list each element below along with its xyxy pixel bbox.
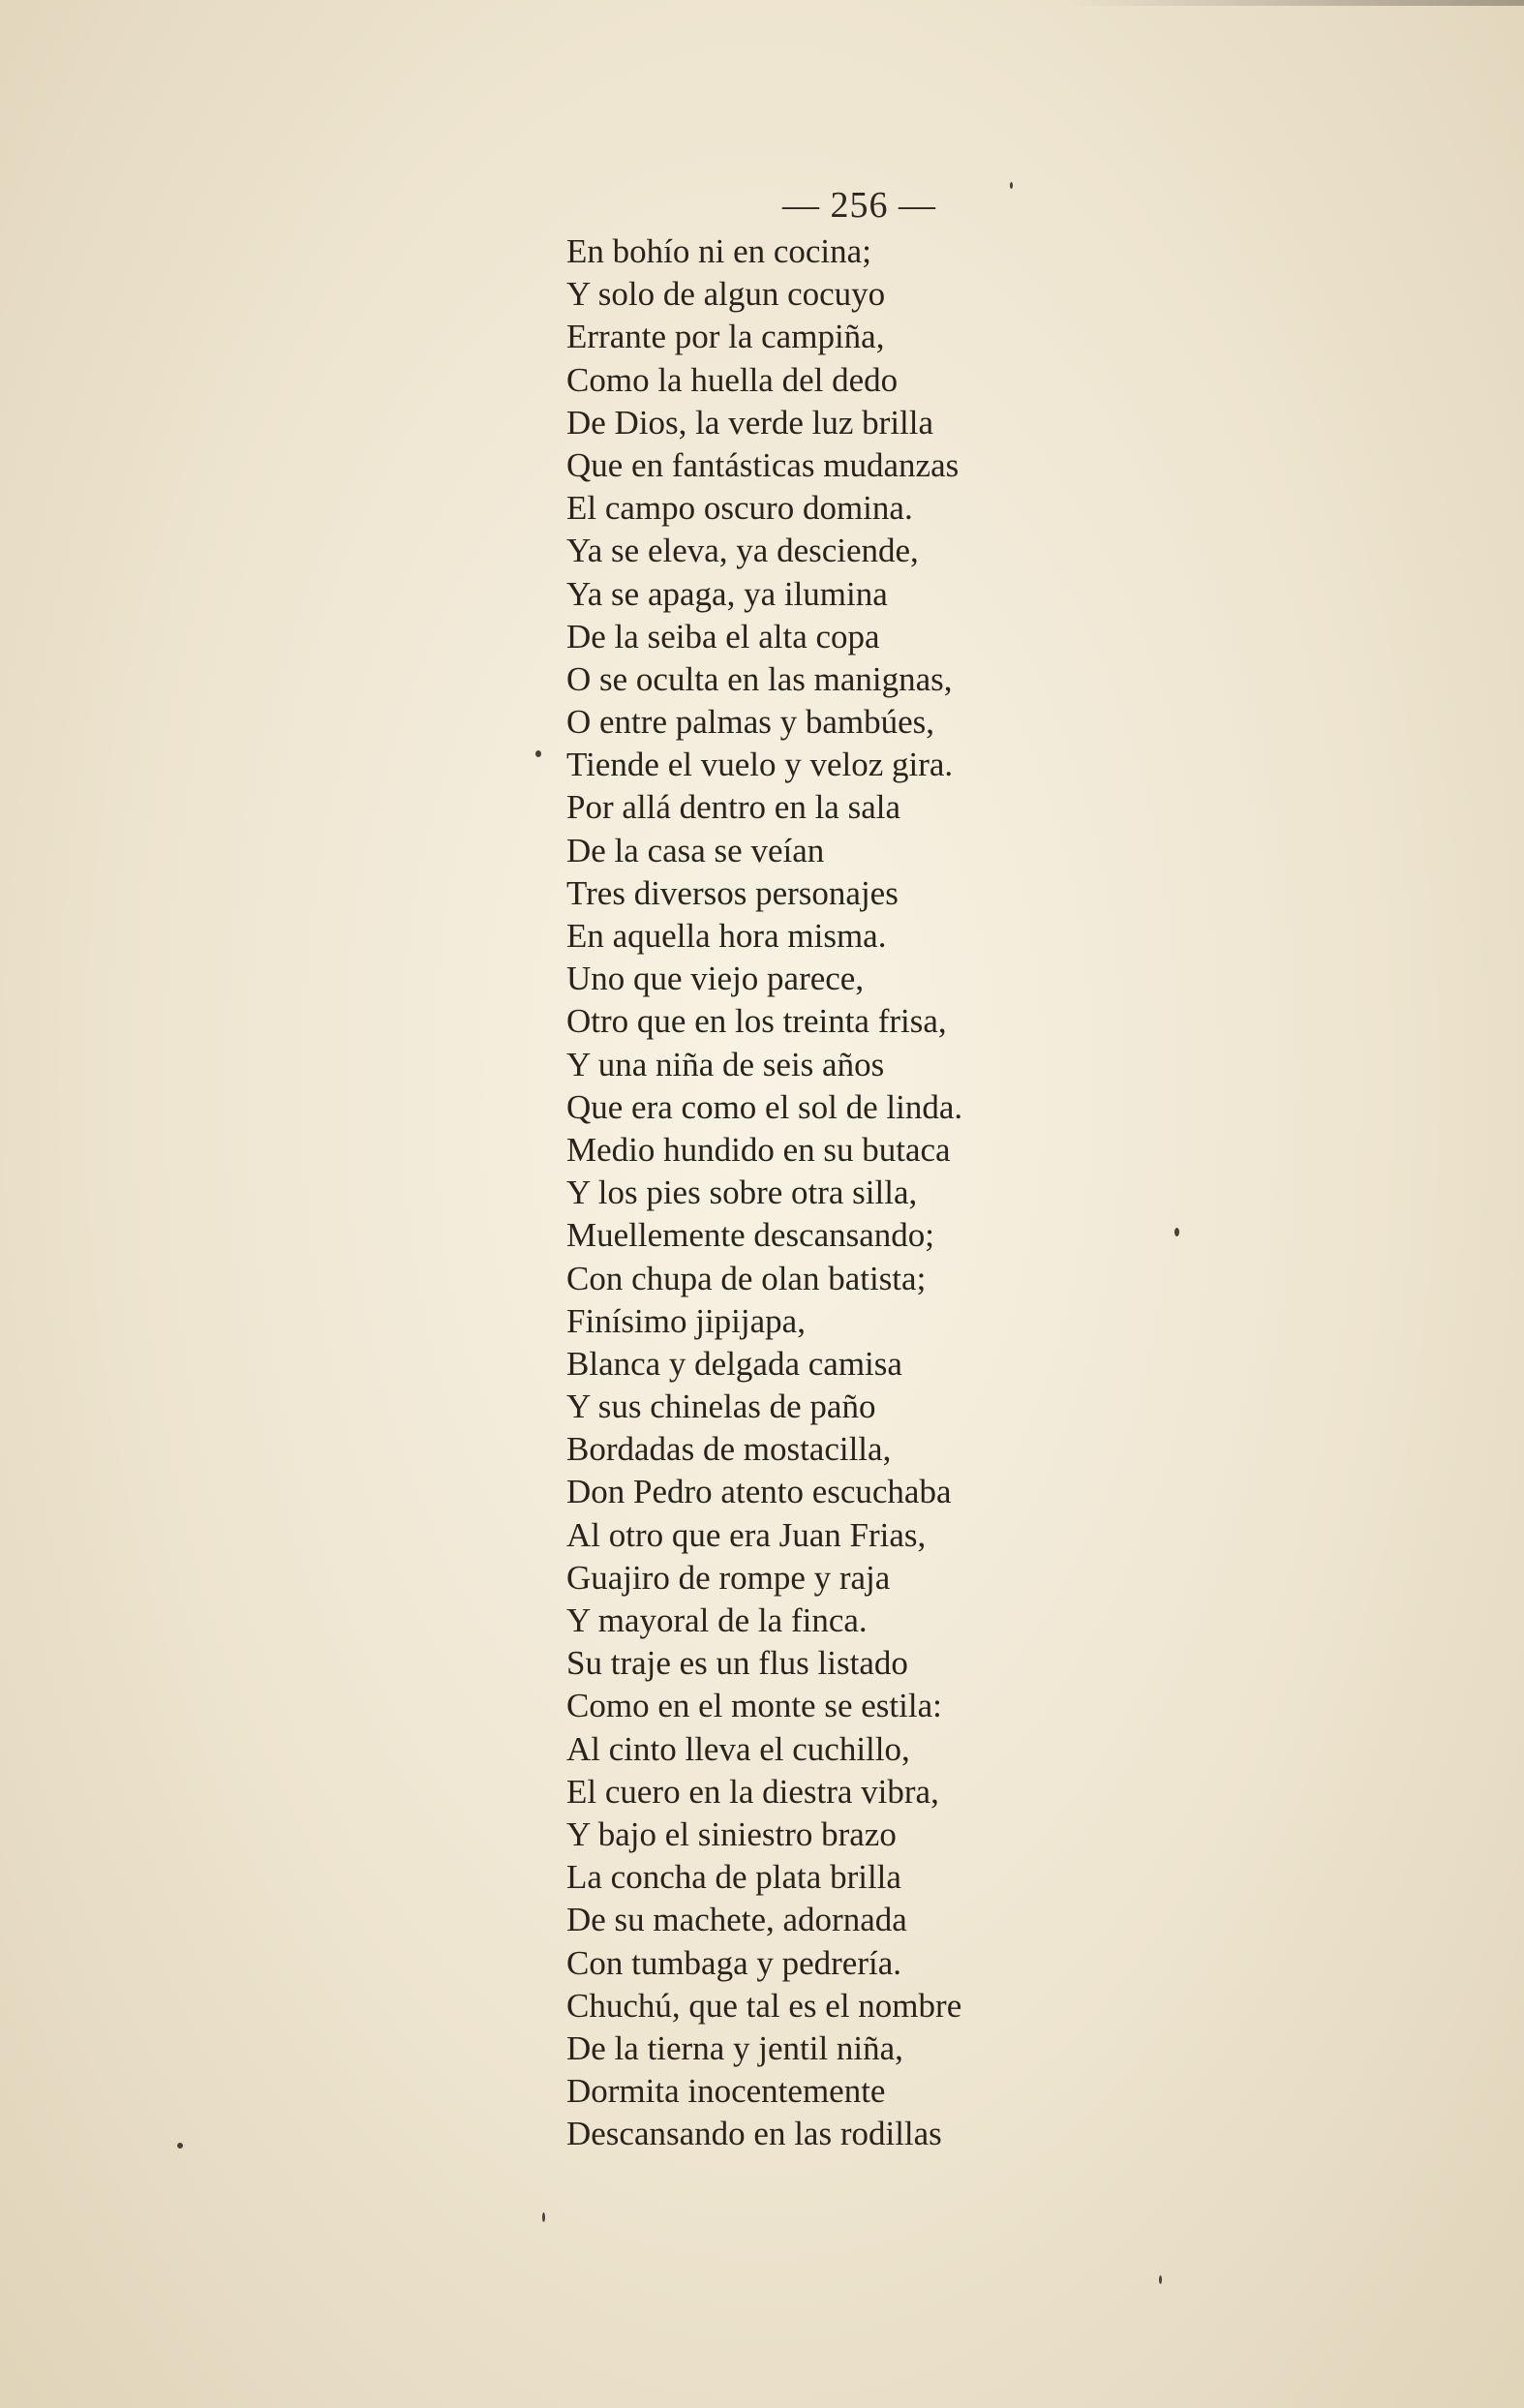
verse-line: Bordadas de mostacilla, xyxy=(566,1430,892,1469)
verse-line: Con chupa de olan batista; xyxy=(566,1259,927,1297)
verse-line: De Dios, la verde luz brilla xyxy=(566,403,934,442)
verse-line: Uno que viejo parece, xyxy=(566,960,865,998)
ink-speck xyxy=(1010,182,1013,189)
verse-line: En aquella hora misma. xyxy=(566,917,887,955)
verse-line: O se oculta en las manignas, xyxy=(566,659,953,698)
verse-line: Al otro que era Juan Frias, xyxy=(566,1515,927,1554)
verse-line: Descansando en las rodillas xyxy=(566,2115,942,2153)
verse-line: Con tumbaga y pedrería. xyxy=(566,1943,902,1982)
verse-line: Ya se eleva, ya desciende, xyxy=(566,532,919,570)
verse-line: Tres diversos personajes xyxy=(566,873,899,912)
verse-line: Y bajo el siniestro brazo xyxy=(566,1814,897,1853)
verse-line: Dormita inocentemente xyxy=(566,2072,886,2111)
verse-line: De la casa se veían xyxy=(566,831,825,869)
ink-speck xyxy=(1174,1228,1179,1236)
verse-line: Su traje es un flus listado xyxy=(566,1644,908,1683)
verse-line: Blanca y delgada camisa xyxy=(566,1344,902,1383)
verse-line: Y sus chinelas de paño xyxy=(566,1387,876,1426)
verse-line: Tiende el vuelo y veloz gira. xyxy=(566,746,954,784)
verse-line: Como en el monte se estila: xyxy=(566,1687,942,1725)
verse-line: Chuchú, que tal es el nombre xyxy=(566,1986,962,2025)
verse-line: En bohío ni en cocina; xyxy=(566,232,871,270)
verse-line: Como la huella del dedo xyxy=(566,360,899,399)
verse-line: El cuero en la diestra vibra, xyxy=(566,1772,939,1811)
verse-line: Ya se apaga, ya ilumina xyxy=(566,574,888,613)
verse-line: Guajiro de rompe y raja xyxy=(566,1558,891,1597)
ink-speck xyxy=(535,750,541,757)
verse-line: Don Pedro atento escuchaba xyxy=(566,1473,952,1511)
ink-speck xyxy=(542,2212,545,2222)
ink-speck xyxy=(1159,2275,1162,2284)
verse-line: Y una niña de seis años xyxy=(566,1045,885,1083)
page-number: — 256 — xyxy=(782,185,936,226)
verse-line: De la tierna y jentil niña, xyxy=(566,2028,903,2067)
verse-line: Por allá dentro en la sala xyxy=(566,788,901,827)
verse-line: Errante por la campiña, xyxy=(566,318,885,356)
verse-line: De su machete, adornada xyxy=(566,1901,907,1939)
verse-line: Al cinto lleva el cuchillo, xyxy=(566,1729,910,1768)
verse-line: Y solo de algun cocuyo xyxy=(566,275,886,314)
ink-speck xyxy=(177,2143,183,2149)
verse-line: Y mayoral de la finca. xyxy=(566,1601,868,1639)
verse-line: Muellemente descansando; xyxy=(566,1216,935,1255)
verse-line: Y los pies sobre otra silla, xyxy=(566,1174,918,1212)
verse-line: De la seiba el alta copa xyxy=(566,617,880,655)
verse-line: Que era como el sol de linda. xyxy=(566,1087,963,1126)
verse-line: El campo oscuro domina. xyxy=(566,489,913,528)
poem-text xyxy=(566,230,1147,2155)
verse-line: Finísimo jipijapa, xyxy=(566,1301,806,1340)
verse-line: Que en fantásticas mudanzas xyxy=(566,445,960,484)
verse-line: Otro que en los treinta frisa, xyxy=(566,1002,947,1041)
verse-line: La concha de plata brilla xyxy=(566,1858,901,1897)
verse-line: Medio hundido en su butaca xyxy=(566,1130,951,1169)
page-edge-shadow xyxy=(1065,0,1524,6)
verse-line: O entre palmas y bambúes, xyxy=(566,703,935,742)
